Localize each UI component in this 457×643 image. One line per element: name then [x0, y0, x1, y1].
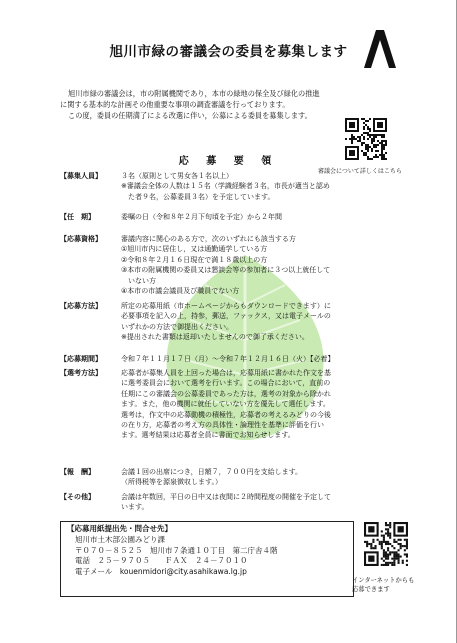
requirement-line: た者９名，公募委員３名）を予定しています。 — [121, 192, 275, 201]
requirement-line: 必要事項を記入の上，持参，郵送，ファックス，又は電子メールの — [121, 312, 331, 321]
section-heading: 応 募 要 領 — [178, 156, 279, 167]
requirement-body — [121, 212, 282, 222]
contact-box — [60, 521, 354, 597]
requirement-line: に選考委員会において選考を行います。この場合において，直前の — [121, 379, 331, 388]
contact-address: 〒０７０－８５２５ 旭川市７条通１０丁目 第二庁舎４階 — [75, 545, 278, 555]
city-logo-icon — [364, 30, 396, 68]
requirement-body — [121, 301, 331, 343]
requirement-line: ます。また，他の機関に就任していない方を優先して選任します。 — [121, 400, 330, 409]
qr-caption-top: 審議会について詳しくはこちら — [318, 168, 402, 175]
requirement-line: 委嘱の日（令和８年２月下旬頃を予定）から２年間 — [121, 213, 282, 221]
requirement-label: 【報 酬】 — [60, 468, 95, 476]
requirement-line: ②令和８年２月１６日現在で満１８歳以上の方 — [121, 255, 268, 264]
requirement-line: いない方 — [121, 276, 156, 285]
contact-dept: 旭川市土木部公園みどり課 — [75, 534, 165, 544]
requirement-body — [121, 354, 335, 364]
requirement-line: いずれかの方法で御提出ください。 — [121, 322, 233, 331]
requirement-label: 【その他】 — [60, 493, 95, 501]
requirement-body — [121, 368, 331, 441]
requirement-label: 【任 期】 — [60, 213, 95, 221]
intro-line-2: に関する基本的な計画その他重要な事項の調査審議を行っております。 — [60, 100, 290, 109]
requirement-body — [121, 492, 331, 513]
qr-caption-bottom-line-2: 応募できます — [352, 586, 390, 593]
requirement-label: 【募集人員】 — [60, 172, 102, 180]
requirement-body — [121, 171, 330, 202]
requirement-line: 会議１回の出席につき，日額７，７００円を支給します。 — [121, 468, 303, 476]
requirement-line: の在り方，応募者の考え方の具体性・論理性を基準に評価を行い — [121, 421, 324, 430]
requirement-label: 【応募資格】 — [60, 235, 102, 243]
intro-line-3: この度，委員の任期満了による改選に伴い，公募による委員を募集します。 — [68, 111, 312, 120]
requirement-line: ます。選考結果は応募者全員に書面でお知らせします。 — [121, 431, 295, 440]
requirement-line: （所得税等を源泉徴収します。） — [121, 478, 222, 487]
contact-title: 【応募用紙提出先・問合せ先】 — [67, 524, 172, 533]
requirement-line: ①旭川市内に居住し，又は通勤通学している方 — [121, 245, 268, 254]
requirement-line: 審議内容に関心のある方で，次のいずれにも該当する方 — [121, 235, 296, 243]
requirement-line: 選考は，作文中の応募動機の積極性，応募者の考えるみどりの今後 — [121, 410, 331, 419]
contact-email[interactable]: 電子メール kouenmidori@city.asahikawa.lg.jp — [75, 567, 247, 577]
requirement-label: 【応募期間】 — [60, 355, 102, 363]
qr-code-icon[interactable] — [364, 522, 408, 566]
requirement-line: ④本市の市議会議員及び職員でない方 — [121, 287, 240, 296]
requirement-line: 所定の応募用紙（市ホームページからもダウンロードできます）に — [121, 302, 331, 310]
requirement-label: 【応募方法】 — [60, 302, 102, 310]
qr-caption-bottom-line-1: インターネットからも — [352, 577, 415, 584]
requirement-line: ３名（原則として男女各１名以上） — [121, 172, 233, 180]
requirement-line: います。 — [121, 503, 149, 512]
requirement-line: ※審議会全体の人数は１５名（学識経験者３名，市長が適当と認め — [121, 182, 330, 191]
page-title: 旭川市緑の審議会の委員を募集します — [109, 44, 348, 60]
requirement-line: 任期にこの審議会の公募委員であった方は，選考の対象から除かれ — [121, 389, 331, 398]
contact-phone: 電話 ２５－９７０５ ＦＡＸ ２４－７０１０ — [75, 556, 248, 566]
requirement-body — [121, 234, 330, 296]
requirement-body — [121, 467, 302, 488]
requirement-line: 令和７年１１月１７日（月）～令和７年１２月１６日（火）【必着】 — [121, 355, 335, 363]
requirement-line: 会議は年数回，平日の日中又は夜間に２時間程度の開催を予定して — [121, 493, 331, 501]
qr-caption-bottom — [352, 576, 414, 594]
requirement-line: 応募者が募集人員を上回った場合は，応募用紙に書かれた作文を基 — [121, 369, 331, 377]
requirement-label: 【選考方法】 — [60, 369, 102, 377]
intro-line-1: 旭川市緑の審議会は，市の附属機関であり，本市の緑地の保全及び緑化の推進 — [68, 89, 320, 98]
requirement-line: ※提出された書類は返却いたしませんので御了承ください。 — [121, 333, 309, 342]
requirement-line: ③本市の附属機関の委員又は懇談会等の参加者に３つ以上就任して — [121, 266, 331, 275]
intro-text — [60, 88, 410, 121]
